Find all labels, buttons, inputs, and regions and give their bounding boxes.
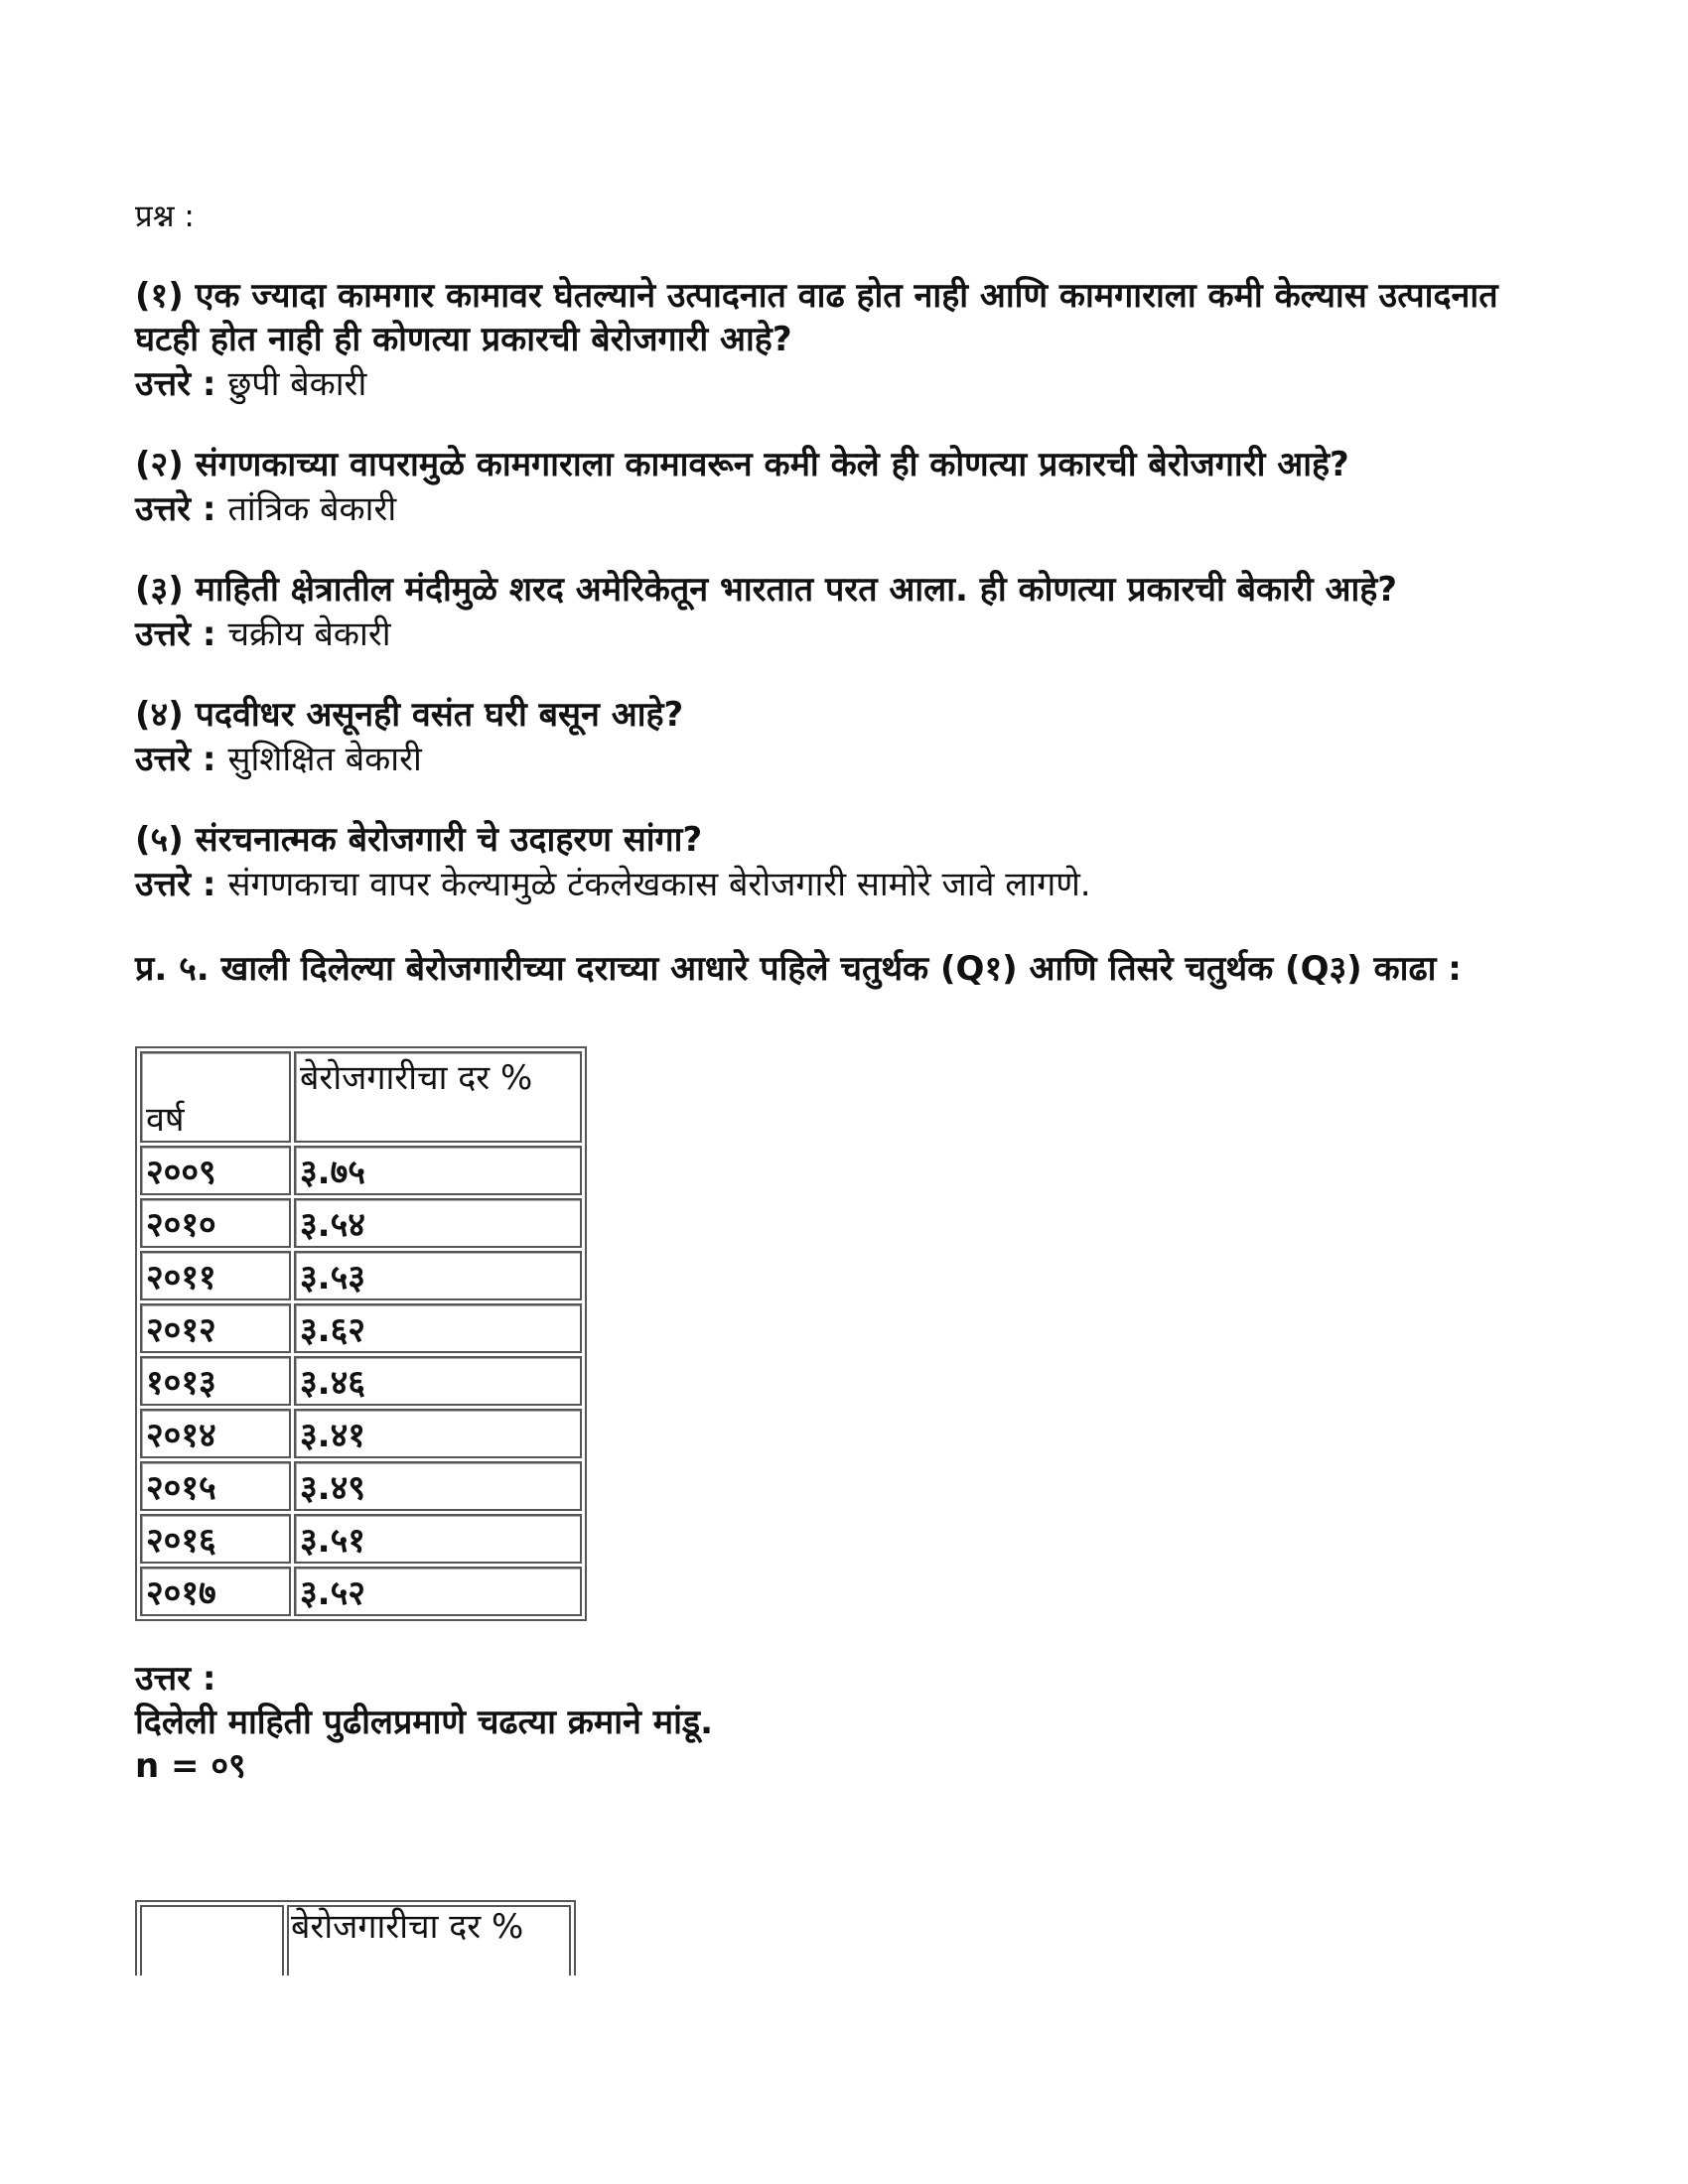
qa-item-2 xyxy=(135,443,1565,532)
rate-cell: ३.५२ xyxy=(294,1567,582,1616)
qa-item-3 xyxy=(135,568,1565,657)
table-row xyxy=(140,1251,582,1300)
table-row xyxy=(140,1461,582,1511)
answer-label: उत्तरे : xyxy=(135,364,216,404)
qa-item-5 xyxy=(135,818,1565,907)
rate-cell: ३.५३ xyxy=(294,1251,582,1300)
header-rate: बेरोजगारीचा दर % xyxy=(294,1051,582,1143)
rate-cell: ३.४९ xyxy=(294,1461,582,1511)
table-header-row xyxy=(140,1051,582,1143)
answer-text: सुशिक्षित बेकारी xyxy=(227,740,422,779)
question-text: (१) एक ज्यादा कामगार कामावर घेतल्याने उत्पादनात वाढ होत नाही आणि कामगाराला कमी केल्यास उत्पादनात घटही होत नाही ही कोणत्या प्रकारची बेरोजगारी आहे? xyxy=(135,276,1498,359)
rate-cell: ३.६२ xyxy=(294,1303,582,1353)
answer-line xyxy=(135,361,1565,407)
table-row xyxy=(140,1303,582,1353)
table-row xyxy=(140,1409,582,1458)
sorted-table-partial xyxy=(135,1900,576,1976)
year-cell: २०१५ xyxy=(140,1461,291,1511)
answer-label: उत्तरे : xyxy=(135,865,216,904)
header-rate-cell: बेरोजगारीचा दर % xyxy=(287,1905,571,1976)
year-cell: २०१४ xyxy=(140,1409,291,1458)
answer-line xyxy=(135,862,1565,907)
answer-text: छुपी बेकारी xyxy=(227,364,367,404)
answer-label: उत्तरे : xyxy=(135,740,216,779)
header-year-cell xyxy=(140,1905,284,1976)
year-cell: २०११ xyxy=(140,1251,291,1300)
year-cell: १०१३ xyxy=(140,1356,291,1406)
answer-text: तांत्रिक बेकारी xyxy=(227,489,397,529)
answer-line xyxy=(135,612,1565,657)
table-row xyxy=(140,1514,582,1564)
table-row xyxy=(140,1356,582,1406)
questions-heading: प्रश्न : xyxy=(135,199,195,234)
rate-cell: ३.४१ xyxy=(294,1409,582,1458)
question-text: (४) पदवीधर असूनही वसंत घरी बसून आहे? xyxy=(135,695,684,735)
rate-cell: ३.५१ xyxy=(294,1514,582,1564)
question-text: (२) संगणकाच्या वापरामुळे कामगाराला कामावरून कमी केले ही कोणत्या प्रकारची बेरोजगारी आहे? xyxy=(135,445,1349,484)
question-5-block xyxy=(135,947,1565,991)
rate-cell: ३.५४ xyxy=(294,1198,582,1248)
answer-block xyxy=(135,1657,1565,1788)
header-year: वर्ष xyxy=(140,1051,291,1143)
table-row xyxy=(140,1146,582,1195)
table-row xyxy=(140,1198,582,1248)
year-cell: २०१७ xyxy=(140,1567,291,1616)
year-cell: २०१२ xyxy=(140,1303,291,1353)
answer-line xyxy=(135,486,1565,532)
document-page xyxy=(135,195,1565,1788)
question-text: (३) माहिती क्षेत्रातील मंदीमुळे शरद अमेरिकेतून भारतात परत आला. ही कोणत्या प्रकारची बेकारी आहे? xyxy=(135,570,1398,610)
sample-size: n = ०९ xyxy=(135,1746,246,1786)
question-text: (५) संरचनात्मक बेरोजगारी चे उदाहरण सांगा? xyxy=(135,820,703,860)
answer-label: उत्तरे : xyxy=(135,614,216,654)
unemployment-rate-table xyxy=(135,1046,587,1621)
qa-item-1 xyxy=(135,274,1565,407)
rate-cell: ३.४६ xyxy=(294,1356,582,1406)
year-cell: २०१० xyxy=(140,1198,291,1248)
answer-text: चक्रीय बेकारी xyxy=(227,614,391,654)
question-5-text: प्र. ५. खाली दिलेल्या बेरोजगारीच्या दराच्या आधारे पहिले चतुर्थक (Q१) आणि तिसरे चतुर्थक (Q३) काढा : xyxy=(135,949,1462,989)
table-row xyxy=(140,1567,582,1616)
answer-text: संगणकाचा वापर केल्यामुळे टंकलेखकास बेरोजगारी सामोरे जावे लागणे. xyxy=(227,865,1091,904)
rate-cell: ३.७५ xyxy=(294,1146,582,1195)
year-cell: २०१६ xyxy=(140,1514,291,1564)
answer-heading: उत्तर : xyxy=(135,1659,216,1699)
qa-item-4 xyxy=(135,693,1565,782)
year-cell: २००९ xyxy=(140,1146,291,1195)
answer-label: उत्तरे : xyxy=(135,489,216,529)
answer-line xyxy=(135,737,1565,782)
answer-instruction: दिलेली माहिती पुढीलप्रमाणे चढत्या क्रमाने मांडू. xyxy=(135,1703,713,1742)
